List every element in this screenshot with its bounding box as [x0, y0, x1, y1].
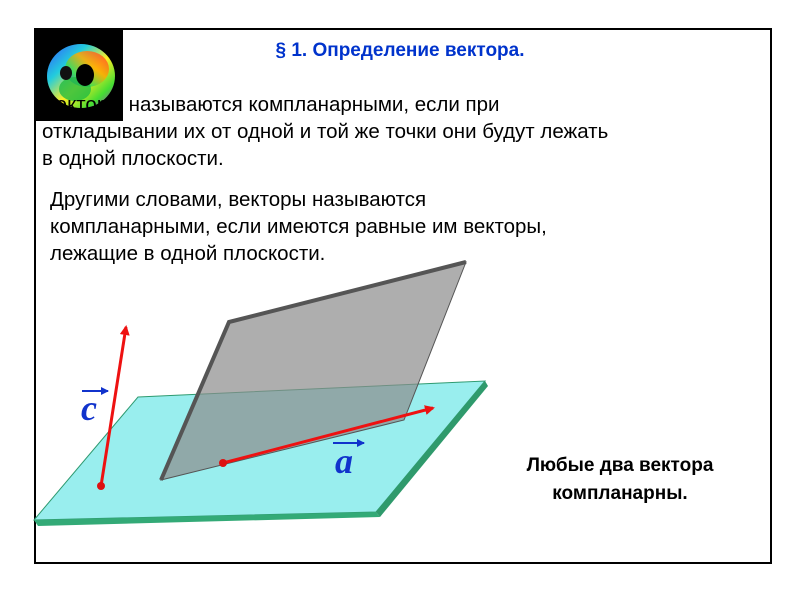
vector-a-label: a — [335, 441, 353, 481]
vector-c-label: c — [81, 388, 97, 428]
page-title: § 1. Определение вектора. — [275, 40, 525, 61]
definition-paragraph: Векторы называются компланарными, если при откладывании их от одной и той же точки они будут лежать в одной плоскости. — [42, 93, 609, 170]
alternative-definition-paragraph: Другими словами, векторы называются компланарными, если имеются равные им векторы, лежащие в одной плоскости. — [50, 188, 547, 265]
vector-c-origin — [97, 482, 105, 490]
vector-a-origin — [219, 459, 227, 467]
caption: Любые два вектора компланарны. — [526, 455, 714, 504]
